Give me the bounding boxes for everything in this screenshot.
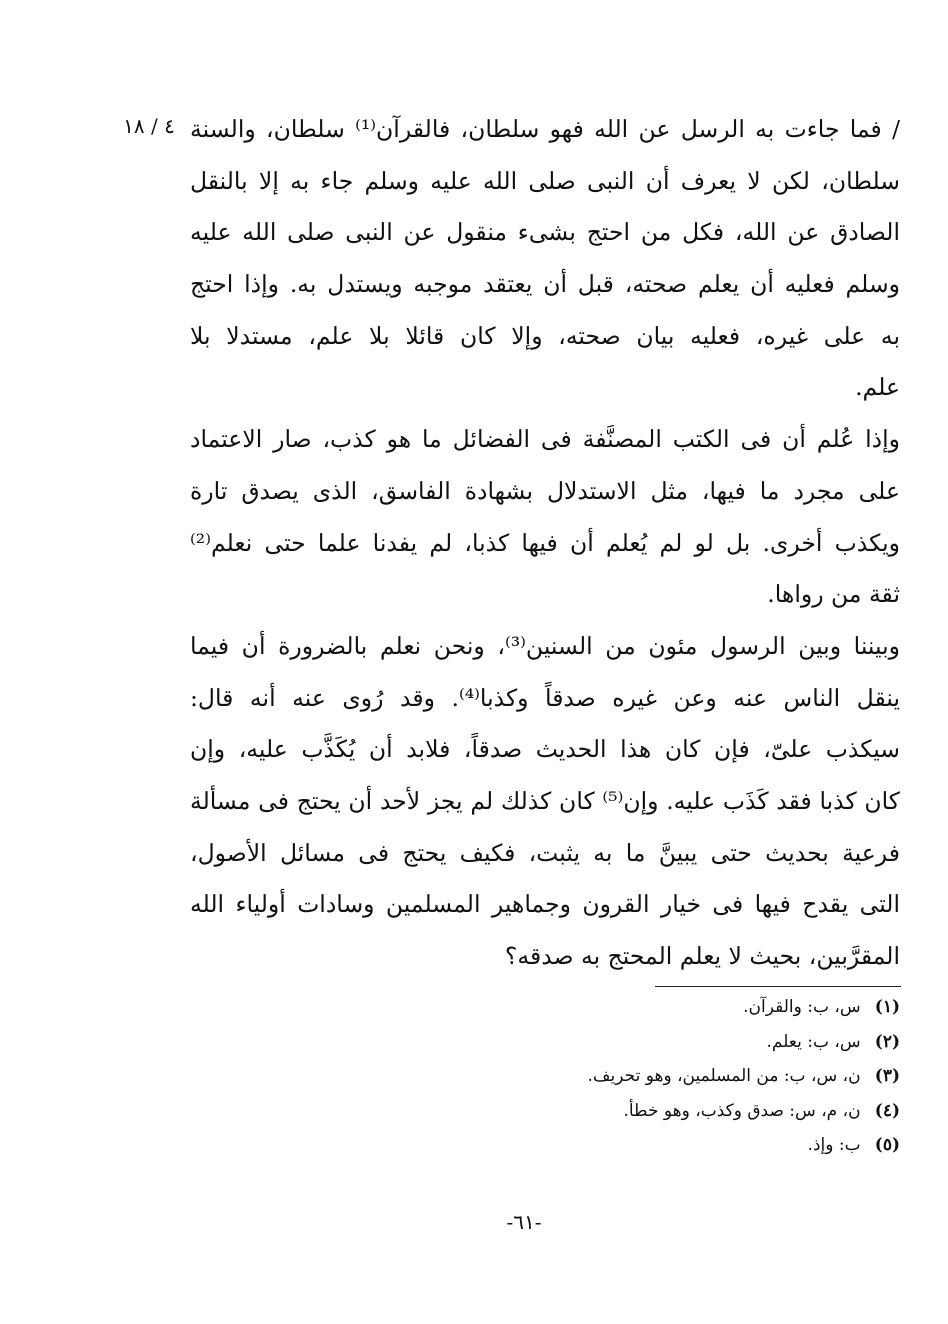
text-line: سيكذب علىّ، فإن كان هذا الحديث صدقاً، فلابد أن يُكَذَّب عليه، وإن <box>190 735 900 764</box>
text-line: وبيننا وبين الرسول مئون من السنين⁽³⁾، ونحن نعلم بالضرورة أن فيما <box>190 631 900 660</box>
text-line: سلطان، لكن لا يعرف أن النبى صلى الله عليه وسلم جاء به إلا بالنقل <box>190 166 900 195</box>
text-line: / فما جاءت به الرسل عن الله فهو سلطان، فالقرآن⁽¹⁾ سلطان، والسنة <box>190 115 900 143</box>
text-line: وسلم فعليه أن يعلم صحته، قبل أن يعتقد موجبه ويستدل به. وإذا احتج <box>190 270 900 299</box>
footnote-text: س، ب: يعلم. <box>766 1031 861 1052</box>
footnote-separator <box>655 986 901 987</box>
text-line: التى يقدح فيها فى خيار القرون وجماهير المسلمين وسادات أولياء الله <box>190 890 900 919</box>
footnotes <box>430 990 900 1163</box>
page-number: -٦١- <box>506 1210 542 1234</box>
footnote <box>430 1059 900 1094</box>
footnote <box>430 1094 900 1129</box>
text-line: الصادق عن الله، فكل من احتج بشىء منقول عن النبى صلى الله عليه <box>190 218 900 247</box>
main-text <box>190 104 900 983</box>
text-line: علم. <box>855 373 900 402</box>
text-line: وإذا عُلم أن فى الكتب المصنَّفة فى الفضائل ما هو كذب، صار الاعتماد <box>190 425 900 454</box>
text-line: ثقة من رواها. <box>767 580 900 609</box>
text-line: ويكذب أخرى. بل لو لم يُعلم أن فيها كذبا، لم يفدنا علما حتى نعلم⁽²⁾ <box>190 528 900 557</box>
text-line: فرعية بحديث حتى يبينَّ ما به يثبت، فكيف يحتج فى مسائل الأصول، <box>190 838 900 867</box>
footnote <box>430 1025 900 1060</box>
text-line: به على غيره، فعليه بيان صحته، وإلا كان قائلا بلا علم، مستدلا بلا <box>190 321 900 350</box>
footnote-number: (٢) <box>874 1031 900 1052</box>
text-line: المقرَّبين، بحيث لا يعلم المحتج به صدقه؟ <box>504 942 900 970</box>
margin-reference: ٤ / ١٨ <box>123 114 175 138</box>
footnote-text: ن، س، ب: من المسلمين، وهو تحريف. <box>587 1066 861 1087</box>
footnote-text: س، ب: والقرآن. <box>743 997 861 1017</box>
footnote-number: (٤) <box>874 1100 900 1121</box>
footnote-text: ب: وإذ. <box>807 1135 861 1156</box>
footnote-text: ن، م، س: صدق وكذب، وهو خطأ. <box>623 1100 861 1121</box>
text-line: على مجرد ما فيها، مثل الاستدلال بشهادة الفاسق، الذى يصدق تارة <box>190 476 900 505</box>
footnote <box>430 1128 900 1163</box>
text-line: ينقل الناس عنه وعن غيره صدقاً وكذبا⁽⁴⁾. وقد رُوى عنه أنه قال: <box>190 683 900 712</box>
footnote <box>430 990 900 1025</box>
text-line: كان كذبا فقد كَذَب عليه. وإن⁽⁵⁾ كان كذلك لم يجز لأحد أن يحتج فى مسألة <box>190 786 900 815</box>
footnote-number: (٥) <box>874 1135 900 1156</box>
footnote-number: (١) <box>874 997 900 1017</box>
footnote-number: (٣) <box>874 1066 900 1087</box>
